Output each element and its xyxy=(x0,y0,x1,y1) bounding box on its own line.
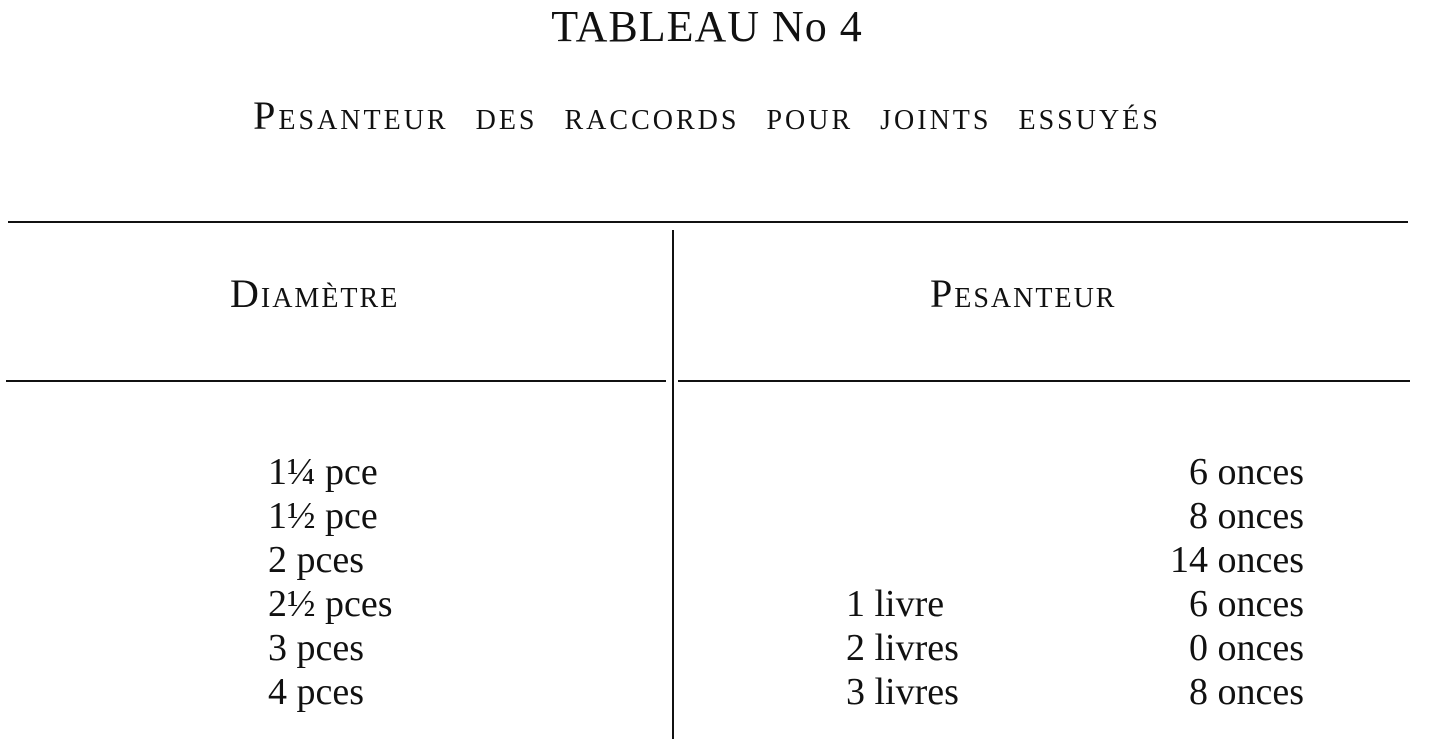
page-subtitle: Pesanteur des raccords pour joints essuyés xyxy=(253,93,1161,138)
onces-cell: 6 onces xyxy=(1188,451,1304,493)
diametre-cell: 4 pces xyxy=(268,671,365,713)
page-title: TABLEAU No 4 xyxy=(551,2,863,51)
livres-cell: 1 livre xyxy=(846,583,945,625)
table-row xyxy=(0,450,1430,494)
onces-cell: 0 onces xyxy=(1188,627,1304,669)
diametre-cell: 2 pces xyxy=(268,539,365,581)
livres-cell: 3 livres xyxy=(846,671,959,713)
table-row xyxy=(0,494,1430,538)
table-body xyxy=(0,450,1430,714)
livres-cell: 2 livres xyxy=(846,627,959,669)
diametre-cell: 2½ pces xyxy=(268,583,393,625)
diametre-cell: 3 pces xyxy=(268,627,365,669)
onces-cell: 14 onces xyxy=(1169,539,1304,581)
onces-cell: 8 onces xyxy=(1188,495,1304,537)
table-row xyxy=(0,670,1430,714)
diametre-cell: 1½ pce xyxy=(268,495,378,537)
header-rule-right xyxy=(678,380,1410,382)
column-header-diametre: Diamètre xyxy=(230,271,400,316)
table-row xyxy=(0,626,1430,670)
onces-cell: 6 onces xyxy=(1188,583,1304,625)
header-rule-left xyxy=(6,380,666,382)
onces-cell: 8 onces xyxy=(1188,671,1304,713)
table-top-rule xyxy=(8,221,1408,223)
table-row xyxy=(0,582,1430,626)
diametre-cell: 1¼ pce xyxy=(268,451,378,493)
table-row xyxy=(0,538,1430,582)
column-header-pesanteur: Pesanteur xyxy=(930,271,1117,316)
